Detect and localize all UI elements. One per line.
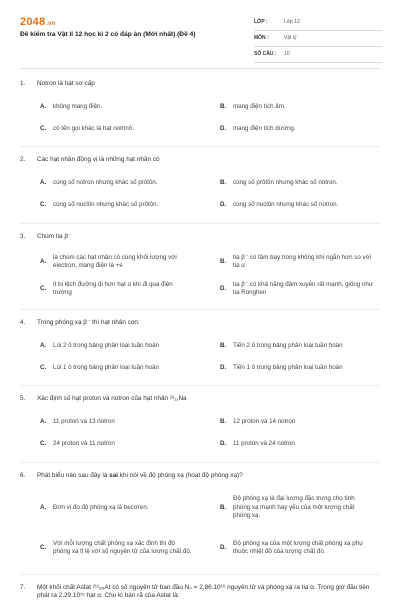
option-b[interactable]	[200, 249, 380, 276]
option-letter: D.	[220, 543, 227, 551]
option-c[interactable]	[20, 528, 200, 568]
option-a[interactable]	[20, 335, 200, 357]
logo-main: 2048	[20, 16, 46, 28]
option-letter: A.	[40, 503, 47, 511]
meta-row-class	[254, 15, 382, 31]
option-a[interactable]	[20, 249, 200, 276]
option-b[interactable]	[200, 96, 380, 118]
question-number: 6.	[20, 471, 26, 479]
options	[20, 488, 380, 568]
logo-sub: .vn	[46, 21, 56, 27]
option-c[interactable]	[20, 276, 200, 303]
option-row	[20, 195, 380, 217]
options	[20, 96, 380, 140]
exam-meta	[254, 15, 382, 63]
question-divider	[20, 385, 380, 386]
question-divider	[20, 146, 380, 147]
option-text: Tiến 1 ô trong bảng phân loại tuần hoàn	[233, 364, 343, 372]
option-row	[20, 173, 380, 195]
option-text: Lùi 2 ô trong bảng phân loại tuần hoàn	[53, 342, 159, 350]
option-b[interactable]	[200, 335, 380, 357]
option-a[interactable]	[20, 412, 200, 434]
option-row	[20, 488, 380, 528]
question-prompt-pre: Phát biểu nào sau đây là	[37, 471, 110, 479]
question-divider	[20, 223, 380, 224]
question-number: 7.	[20, 583, 26, 591]
question-text	[20, 395, 380, 403]
option-text: không mang điện.	[53, 103, 103, 111]
option-row	[20, 357, 380, 379]
option-letter: C.	[40, 543, 47, 551]
meta-row-subject	[254, 31, 382, 47]
option-row	[20, 412, 380, 434]
option-letter: D.	[220, 440, 227, 448]
meta-row-count	[254, 47, 382, 63]
option-letter: B.	[220, 258, 227, 266]
option-row	[20, 335, 380, 357]
option-d[interactable]	[200, 195, 380, 217]
option-letter: A.	[40, 179, 47, 187]
question-text	[20, 584, 380, 601]
question-text	[20, 233, 380, 241]
option-a[interactable]	[20, 96, 200, 118]
question-prompt: Các hạt nhân đồng vị là những hạt nhân có	[37, 156, 160, 164]
question-2	[20, 156, 380, 223]
option-letter: A.	[40, 103, 47, 111]
question-6	[20, 472, 380, 575]
option-text: là chùm các hạt nhân có cùng khối lượng với electron, mang điện là +e	[53, 254, 177, 270]
option-text: 24 proton và 11 notron	[53, 440, 115, 448]
meta-value: 10	[284, 51, 290, 57]
page-title: Đề kiểm tra Vật lí 12 học kì 2 có đáp án (Mới nhất) (Đề 4)	[20, 31, 196, 38]
option-letter: D.	[220, 364, 227, 372]
page-header	[0, 0, 400, 62]
question-number: 3.	[20, 232, 26, 240]
question-prompt: Trong phóng xạ β⁻ thì hạt nhân con:	[37, 318, 140, 326]
option-letter: B.	[220, 103, 227, 111]
option-text: Độ phóng xạ là đại lượng đặc trưng cho tính phóng xạ mạnh hay yếu của một lượng chất phóng xạ.	[233, 495, 355, 520]
option-row	[20, 528, 380, 568]
option-c[interactable]	[20, 357, 200, 379]
option-text: Độ phóng xạ của một lượng chất phóng xạ phụ thuộc nhiệt độ của lượng chất đó.	[233, 539, 363, 555]
question-number: 1.	[20, 80, 26, 87]
question-3	[20, 233, 380, 310]
option-a[interactable]	[20, 488, 200, 528]
option-letter: D.	[220, 201, 227, 209]
question-prompt: Một khối chất Astat ²¹¹₈₅At có số nguyên tử ban đầu N₀ = 2,86.10¹⁶ nguyên tử và phóng xạ ra tia α. Trong giờ đầu tiên phát ra 2,29.10¹⁵ hạt α. Chu kì bán rã của Astat là:	[37, 583, 370, 600]
question-divider	[20, 574, 380, 575]
question-7	[20, 584, 380, 601]
question-divider	[20, 309, 380, 310]
option-letter: B.	[220, 418, 227, 426]
option-text: 12 proton và 14 notron	[233, 418, 296, 426]
option-letter: A.	[40, 418, 47, 426]
options	[20, 173, 380, 217]
options	[20, 412, 380, 456]
option-row	[20, 434, 380, 456]
option-letter: C.	[40, 364, 47, 372]
question-prompt-post: khi nói về độ phóng xạ (hoạt độ phóng xạ)?	[118, 471, 243, 479]
question-prompt: Chùm tia β⁻	[37, 232, 72, 240]
meta-value: Vật lý	[284, 35, 297, 41]
option-letter: C.	[40, 201, 47, 209]
option-letter: B.	[220, 342, 227, 350]
option-text: 11 proton và 13 notron	[53, 418, 115, 426]
option-letter: A.	[40, 342, 47, 350]
option-letter: D.	[220, 125, 227, 133]
question-1	[20, 80, 380, 147]
option-b[interactable]	[200, 412, 380, 434]
option-d[interactable]	[200, 276, 380, 303]
question-text	[20, 156, 380, 164]
option-a[interactable]	[20, 173, 200, 195]
option-letter: C.	[40, 125, 47, 133]
question-4	[20, 319, 380, 386]
option-text: mang điện tích âm.	[233, 103, 286, 111]
option-row	[20, 96, 380, 118]
option-letter: B.	[220, 179, 227, 187]
header-divider	[20, 68, 380, 69]
option-text: tia β⁻ có tầm bay trong không khí ngắn hơn so với tia α	[233, 254, 372, 270]
meta-value: Lớp 12	[284, 19, 300, 25]
question-divider	[20, 462, 380, 463]
option-text: có tên gọi khác là hạt notrinô.	[53, 125, 134, 133]
option-d[interactable]	[200, 118, 380, 140]
question-prompt-emphasis: sai	[109, 471, 119, 479]
question-text	[20, 80, 380, 88]
question-text	[20, 472, 380, 480]
question-list	[20, 80, 380, 601]
option-b[interactable]	[200, 173, 380, 195]
site-logo[interactable]	[20, 16, 56, 28]
option-letter: C.	[40, 285, 47, 293]
question-5	[20, 395, 380, 462]
option-d[interactable]	[200, 434, 380, 456]
option-row	[20, 276, 380, 303]
option-letter: C.	[40, 440, 47, 448]
option-d[interactable]	[200, 357, 380, 379]
options	[20, 249, 380, 303]
option-d[interactable]	[200, 528, 380, 568]
option-text: cùng số prôtôn nhưng khác số notron.	[233, 179, 338, 187]
option-text: 11 proton và 24 notron	[233, 440, 295, 448]
option-letter: D.	[220, 285, 227, 293]
meta-key: MÔN :	[254, 35, 269, 41]
option-text: cùng số notron nhưng khác số prôtôn.	[53, 179, 158, 187]
option-b[interactable]	[200, 488, 380, 528]
option-text: cùng số nuclôn nhưng khác số prôtôn.	[53, 201, 159, 209]
option-row	[20, 118, 380, 140]
option-letter: B.	[220, 503, 227, 511]
question-prompt: Notron là hạt sơ cấp	[37, 80, 95, 87]
option-c[interactable]	[20, 118, 200, 140]
option-c[interactable]	[20, 195, 200, 217]
option-text: ít bị lệch đường đi hơn hạt α khi đi qua điện trường	[53, 281, 173, 297]
option-text: tia β⁻ có khả năng đâm xuyên rất mạnh, giống như tia Ronghen	[233, 281, 373, 297]
option-letter: A.	[40, 258, 47, 266]
option-text: Lùi 1 ô trong bảng phân loại tuần hoàn	[53, 364, 159, 372]
question-number: 4.	[20, 318, 26, 326]
meta-key: LỚP :	[254, 19, 268, 25]
question-prompt: Xác định số hạt proton và notron của hạt nhân ²³₁₁Na	[37, 395, 187, 403]
option-text: cùng số nuclôn nhưng khác số notron.	[233, 201, 339, 209]
option-c[interactable]	[20, 434, 200, 456]
option-text: Tiến 2 ô trong bảng phân loại tuần hoàn	[233, 342, 343, 350]
option-row	[20, 249, 380, 276]
options	[20, 335, 380, 379]
question-number: 2.	[20, 156, 26, 164]
meta-key: SỐ CÂU :	[254, 51, 277, 57]
option-text: mang điện tích dương.	[233, 125, 296, 133]
question-number: 5.	[20, 395, 26, 403]
question-text	[20, 319, 380, 327]
option-text: Với mỗi lượng chất phóng xạ xác định thì độ phóng xạ tỉ lệ với số nguyên tử của lượng chất đó.	[53, 539, 192, 555]
option-text: Đơn vị đo độ phóng xạ là becơren.	[53, 503, 149, 511]
